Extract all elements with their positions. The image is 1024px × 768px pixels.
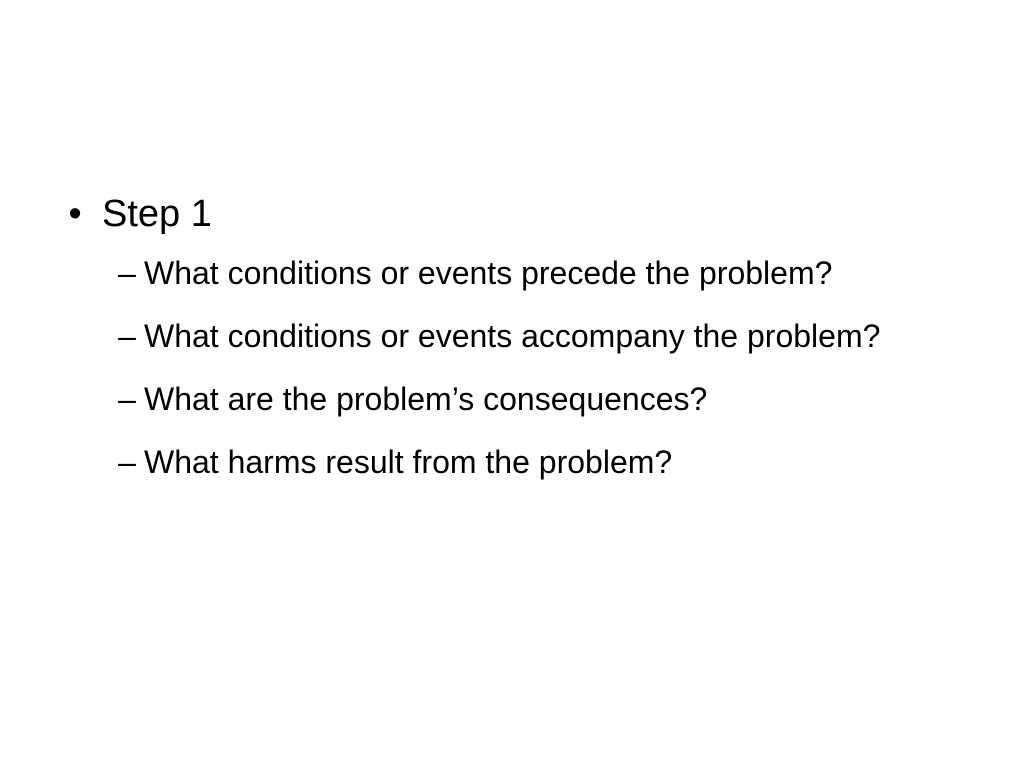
sub-bullet-item (60, 441, 960, 484)
dash-icon: – (118, 255, 136, 291)
sub-bullet-text: What harms result from the problem? (144, 444, 673, 480)
bullet-step-1 (60, 190, 960, 238)
bullet-text: Step 1 (102, 193, 212, 235)
sub-bullet-text: What conditions or events precede the problem? (144, 255, 833, 291)
sub-bullet-list (60, 252, 960, 484)
slide-content (60, 190, 960, 484)
sub-bullet-item (60, 378, 960, 421)
bullet-icon: • (68, 193, 82, 235)
sub-bullet-item (60, 315, 960, 358)
sub-bullet-text: What conditions or events accompany the problem? (144, 318, 881, 354)
dash-icon: – (118, 318, 136, 354)
sub-bullet-item (60, 252, 960, 295)
dash-icon: – (118, 381, 136, 417)
dash-icon: – (118, 444, 136, 480)
sub-bullet-text: What are the problem’s consequences? (144, 381, 708, 417)
